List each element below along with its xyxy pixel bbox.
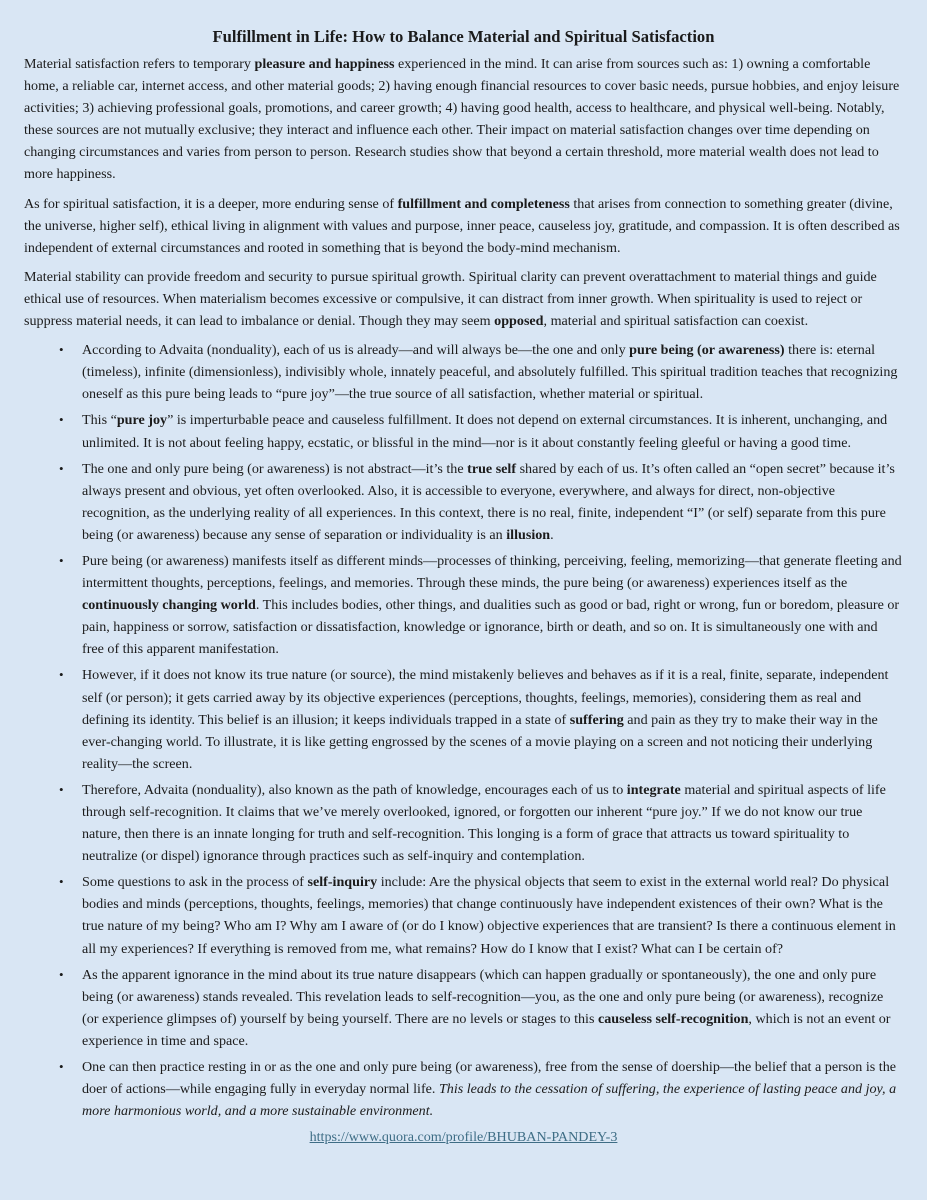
list-item (24, 458, 903, 546)
bullet-icon: • (59, 667, 64, 683)
bullet-icon: • (59, 342, 64, 358)
bold-phrase: illusion (506, 526, 551, 543)
bullet-icon: • (59, 874, 64, 890)
bullet-icon: • (59, 412, 64, 428)
item-text: One can then practice resting in or as the one and only pure being (or awareness), free from the sense of doership—the belief that a person is the doer of actions—while engaging fully in everyday normal life. (82, 1059, 897, 1098)
list-item (24, 339, 903, 405)
list-item (24, 1056, 903, 1122)
item-text: Therefore, Advaita (nonduality), also known as the path of knowledge, encourages each of us to (82, 781, 627, 798)
paragraph-text: , material and spiritual satisfaction can coexist. (543, 313, 809, 330)
profile-link[interactable]: https://www.quora.com/profile/BHUBAN-PANDEY-3 (309, 1129, 618, 1146)
item-text: , which is not an event or experience in time and space. (82, 1010, 891, 1049)
item-text: The one and only pure being (or awareness) is not abstract—it’s the (82, 460, 468, 477)
paragraph-material-satisfaction (24, 53, 903, 186)
bullet-list (24, 339, 903, 1122)
item-text: shared by each of us. It’s often called an “open secret” because it’s always present and obvious, yet often overlooked. Also, it is accessible to everyone, everywhere, and always for direct, non-objective recognition, as the underlying reality of all experiences. In this context, there is no real, finite, independent “I” (or self) separate from this pure being (or awareness) because any sense of separation or individuality is an (82, 460, 895, 543)
bold-phrase: causeless self-recognition (597, 1010, 749, 1027)
bold-phrase: opposed (494, 313, 544, 330)
list-item (24, 779, 903, 867)
item-text: Some questions to ask in the process of (82, 874, 308, 891)
bold-phrase: fulfillment and completeness (397, 195, 570, 212)
item-text: there is: eternal (timeless), infinite (dimensionless), indivisibly whole, innately peaceful, and absolutely fulfilled. This spiritual tradition teaches that recognizing oneself as this pure being leads to “pure joy”—the true source of all satisfaction, whether material or spiritual. (82, 342, 898, 403)
item-text: This “ (82, 412, 117, 429)
list-item (24, 871, 903, 959)
bullet-icon: • (59, 1059, 64, 1075)
item-text: However, if it does not know its true nature (or source), the mind mistakenly believes and behaves as if it is a real, finite, separate, independent self (or person); it gets carried away by its objective experiences (perceptions, thoughts, feelings, memories), considering them as real and defining its identity. This belief is an illusion; it keeps individuals trapped in a state of (82, 667, 889, 728)
bold-phrase: pure being (or awareness) (629, 342, 785, 359)
item-text: ” is imperturbable peace and causeless fulfillment. It does not depend on external circumstances. It is inherent, unchanging, and unlimited. It is not about feeling happy, ecstatic, or blissful in the mind—nor is it about constantly feeling gleeful or having a good time. (82, 412, 888, 451)
bold-phrase: integrate (626, 781, 681, 798)
footer (24, 1126, 903, 1148)
italic-phrase: This leads to the cessation of suffering, the experience of lasting peace and joy, a more harmonious world, and a more sustainable environment. (82, 1081, 897, 1120)
list-item (24, 409, 903, 453)
paragraph-text: As for spiritual satisfaction, it is a deeper, more enduring sense of (24, 195, 398, 212)
item-text: As the apparent ignorance in the mind about its true nature disappears (which can happen gradually or spontaneously), the one and only pure being (or awareness) stands revealed. This revelation leads to self-recognition—you, as the one and only pure being (or awareness), recognize (or experience glimpses of) yourself by being yourself. There are no levels or stages to this (82, 966, 884, 1027)
paragraph-text: Material satisfaction refers to temporary (24, 56, 255, 72)
item-text: include: Are the physical objects that seem to exist in the external world real? Do physical bodies and minds (perceptions, thoughts, feelings, memories) that change continuously have independent existences of their own? What is the true nature of my being? Who am I? Why am I aware of (or do I know) objective experiences that are transient? Is there a continuous element in all my experiences? If everything is removed from me, what remains? How do I know that I exist? What can I be certain of? (82, 874, 896, 957)
paragraph-text: Material stability can provide freedom and security to pursue spiritual growth. Spiritual clarity can prevent overattachment to material things and guide ethical use of resources. When materialism becomes excessive or compulsive, it can distract from inner growth. When spirituality is used to reject or suppress material needs, it can lead to imbalance or denial. Though they may seem (24, 268, 877, 330)
list-item (24, 550, 903, 660)
item-text: . (550, 526, 554, 543)
bold-phrase: self-inquiry (307, 874, 378, 891)
item-text: and pain as they try to make their way in the ever-changing world. To illustrate, it is like getting engrossed by the scenes of a movie playing on a screen and not noticing their underlying reality—the screen. (82, 711, 878, 772)
bold-phrase: suffering (569, 711, 624, 728)
item-text: . This includes bodies, other things, and dualities such as good or bad, right or wrong, fun or boredom, pleasure or pain, happiness or sorrow, satisfaction or dissatisfaction, knowledge or ignorance, birth or death, and so on. It is simultaneously one with and free of this apparent manifestation. (82, 597, 900, 658)
paragraph-text: that arises from connection to something greater (divine, the universe, higher self), ethical living in alignment with values and purpose, inner peace, causeless joy, gratitude, and compassion. It is often described as independent of external circumstances and rooted in something that is beyond the body-mind mechanism. (24, 195, 900, 256)
bold-phrase: continuously changing world (82, 597, 256, 614)
item-text: Pure being (or awareness) manifests itself as different minds—processes of thinking, perceiving, feeling, memorizing—that generate fleeting and intermittent thoughts, perceptions, feelings, and memories. Through these minds, the pure being (or awareness) experiences itself as the (82, 552, 902, 592)
bold-phrase: pleasure and happiness (254, 56, 395, 72)
list-item (24, 964, 903, 1052)
paragraph-text: experienced in the mind. It can arise from sources such as: 1) owning a comfortable home, a reliable car, internet access, and other material goods; 2) having enough financial resources to cover basic needs, pursue hobbies, and enjoy leisure activities; 3) achieving professional goals, promotions, and career growth; 4) having good health, access to healthcare, and physical well-being. Notably, these sources are not mutually exclusive; they interact and influence each other. Their impact on material satisfaction changes over time depending on changing circumstances and varies from person to person. Research studies show that beyond a certain threshold, more material wealth does not lead to more happiness. (24, 56, 900, 183)
list-item (24, 664, 903, 774)
bullet-icon: • (59, 966, 64, 982)
bullet-icon: • (59, 781, 64, 797)
bold-phrase: true self (467, 460, 517, 477)
bullet-icon: • (59, 552, 64, 568)
item-text: According to Advaita (nonduality), each of us is already—and will always be—the one and only (82, 342, 630, 359)
item-text: material and spiritual aspects of life through self-recognition. It claims that we’ve merely overlooked, ignored, or forgotten our inherent “pure joy.” If we do not know our true nature, then there is an innate longing for truth and self-recognition. This longing is a form of grace that attracts us toward spirituality to neutralize (or dispel) ignorance through practices such as self-inquiry and contemplation. (82, 781, 886, 865)
paragraph-coexistence (24, 266, 903, 332)
bullet-icon: • (59, 460, 64, 476)
paragraph-spiritual-satisfaction (24, 193, 903, 259)
document-title: Fulfillment in Life: How to Balance Material and Spiritual Satisfaction (212, 27, 715, 46)
bold-phrase: pure joy (116, 412, 168, 429)
